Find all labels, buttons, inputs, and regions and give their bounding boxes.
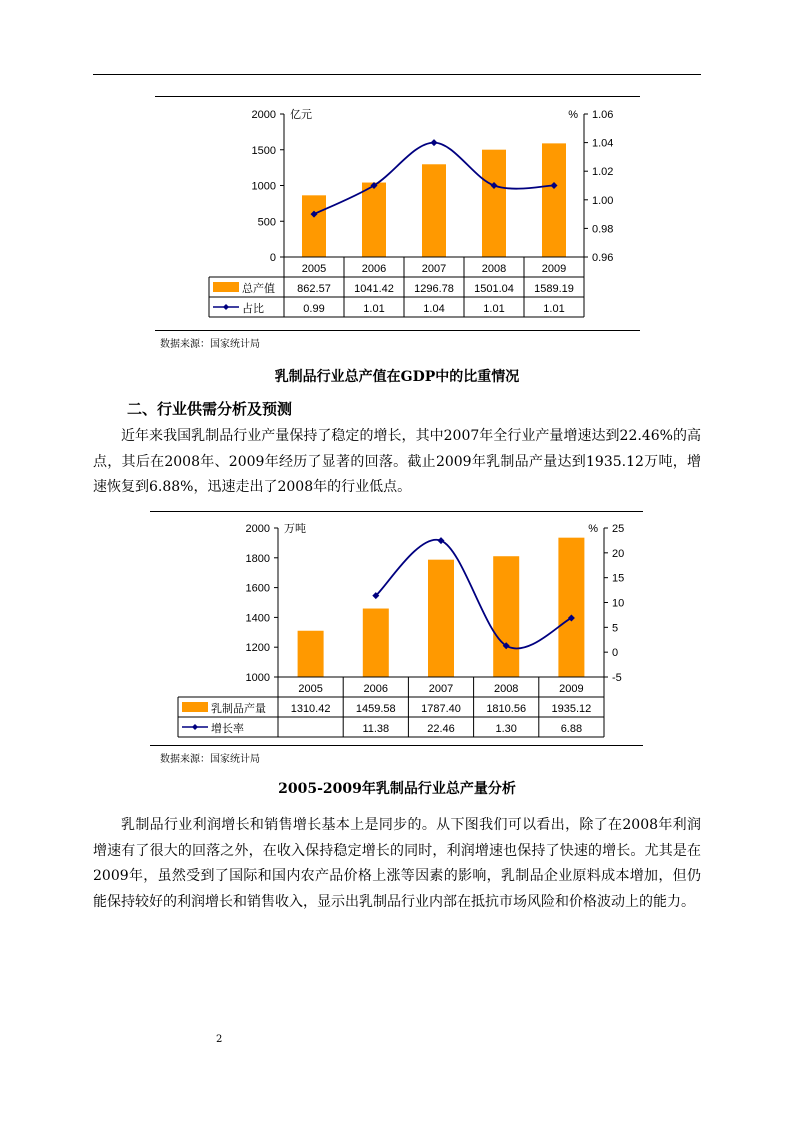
figure1-bottom-rule <box>155 330 640 331</box>
right-axis-unit: % <box>568 109 578 121</box>
legend-bar-swatch <box>182 702 208 712</box>
figure2-chart <box>170 515 640 745</box>
bar <box>302 195 326 257</box>
paragraph-profit-growth: 乳制品行业利润增长和销售增长基本上是同步的。从下图我们可以看出，除了在2008年利润增速有了很大的回落之外，在收入保持稳定增长的同时，利润增速也保持了快速的增长。尤其是在2009年，虽然受到了国际和国内农产品价格上涨等因素的影响，乳制品企业原料成本增加，但仍能保持较好的利润增长和销售收入，显示出乳制品行业内部在抵抗市场风险和价格波动上的能力。 <box>93 817 701 910</box>
right-tick-label: 1.04 <box>592 137 614 150</box>
left-axis-unit: 万吨 <box>284 523 306 535</box>
figure1-caption: 乳制品行业总产值在GDP中的比重情况 <box>274 369 520 385</box>
table-bar-value: 1310.42 <box>290 703 331 715</box>
table-line-value: 1.30 <box>495 723 517 735</box>
legend-line-label: 占比 <box>242 303 264 315</box>
page-number: 2 <box>216 1034 223 1045</box>
bar <box>298 631 324 677</box>
left-tick-label: 1400 <box>245 612 270 625</box>
table-bar-value: 1935.12 <box>551 703 592 715</box>
table-line-value: 1.01 <box>483 303 505 315</box>
paragraph-supply-demand: 近年来我国乳制品行业产量保持了稳定的增长，其中2007年全行业产量增速达到22.46%的高点，其后在2008年、2009年经历了显著的回落。截止2009年乳制品产量达到1935.12万吨，增速恢复到6.88%，迅速走出了2008年的行业低点。 <box>93 428 701 495</box>
table-category-label: 2005 <box>298 683 323 695</box>
right-tick-label: 0.96 <box>592 252 614 264</box>
left-tick-label: 0 <box>269 252 276 264</box>
figure1-top-rule <box>155 96 640 97</box>
figure1-source: 数据来源：国家统计局 <box>160 339 260 350</box>
left-tick-label: 1000 <box>245 672 270 684</box>
table-category-label: 2006 <box>361 263 387 275</box>
right-axis-unit: % <box>588 523 598 535</box>
table-category-label: 2005 <box>301 263 327 275</box>
left-tick-label: 500 <box>257 216 276 229</box>
left-tick-label: 1000 <box>251 180 276 193</box>
table-line-value: 1.04 <box>423 303 445 315</box>
right-tick-label: -5 <box>612 672 622 684</box>
legend-line-marker <box>223 304 229 310</box>
table-category-label: 2009 <box>559 683 584 695</box>
figure2-caption: 2005-2009年乳制品行业总产量分析 <box>278 781 516 797</box>
legend-line-marker <box>192 724 198 730</box>
table-category-label: 2008 <box>481 263 507 275</box>
table-line-value: 6.88 <box>560 723 583 735</box>
table-bar-value: 1296.78 <box>414 283 454 295</box>
left-tick-label: 2000 <box>251 109 276 121</box>
right-tick-label: 0 <box>612 647 619 660</box>
table-bar-value: 1501.04 <box>474 283 514 295</box>
table-bar-value: 1810.56 <box>486 703 527 715</box>
table-bar-value: 862.57 <box>297 283 331 295</box>
legend-bar-swatch <box>213 282 239 292</box>
left-tick-label: 1800 <box>245 552 270 565</box>
right-tick-label: 1.06 <box>592 109 614 121</box>
table-line-value: 11.38 <box>362 723 390 735</box>
right-tick-label: 10 <box>612 597 625 610</box>
figure2-top-rule <box>150 511 643 512</box>
bar <box>363 609 389 677</box>
table-bar-value: 1459.58 <box>355 703 396 715</box>
line-point <box>431 139 438 146</box>
left-axis-unit: 亿元 <box>290 109 312 121</box>
right-tick-label: 25 <box>612 523 625 535</box>
table-line-value: 22.46 <box>427 723 455 735</box>
legend-bar-label: 乳制品产量 <box>211 703 266 715</box>
right-tick-label: 20 <box>612 547 625 560</box>
table-category-label: 2008 <box>493 683 519 695</box>
legend-line-label: 增长率 <box>211 723 244 735</box>
bar <box>482 150 506 257</box>
table-category-label: 2007 <box>421 263 447 275</box>
figure2-source: 数据来源：国家统计局 <box>160 754 260 765</box>
page-header-rule <box>93 74 701 75</box>
section-heading: 二、行业供需分析及预测 <box>127 400 293 418</box>
table-bar-value: 1787.40 <box>421 703 461 715</box>
table-line-value: 0.99 <box>303 303 325 315</box>
table-category-label: 2007 <box>428 683 454 695</box>
series-line <box>376 540 572 649</box>
left-tick-label: 2000 <box>245 523 270 535</box>
left-tick-label: 1500 <box>251 144 276 157</box>
bar <box>428 560 454 677</box>
bar <box>542 143 566 257</box>
left-tick-label: 1200 <box>245 642 270 655</box>
right-tick-label: 1.00 <box>592 194 614 207</box>
left-tick-label: 1600 <box>245 582 270 595</box>
bar <box>493 556 519 677</box>
table-line-value: 1.01 <box>543 303 565 315</box>
bar <box>422 164 446 257</box>
right-tick-label: 1.02 <box>592 166 614 179</box>
figure2-bottom-rule <box>150 745 643 746</box>
table-bar-value: 1041.42 <box>354 283 394 295</box>
legend-bar-label: 总产值 <box>242 283 275 295</box>
table-bar-value: 1589.19 <box>534 283 574 295</box>
line-point <box>438 537 445 544</box>
bar <box>362 183 386 257</box>
right-tick-label: 15 <box>612 572 625 585</box>
figure1-chart <box>200 100 640 325</box>
table-category-label: 2009 <box>541 263 567 275</box>
table-category-label: 2006 <box>363 683 389 695</box>
bar <box>558 538 584 677</box>
right-tick-label: 5 <box>612 622 619 635</box>
table-line-value: 1.01 <box>363 303 385 315</box>
right-tick-label: 0.98 <box>592 223 614 236</box>
